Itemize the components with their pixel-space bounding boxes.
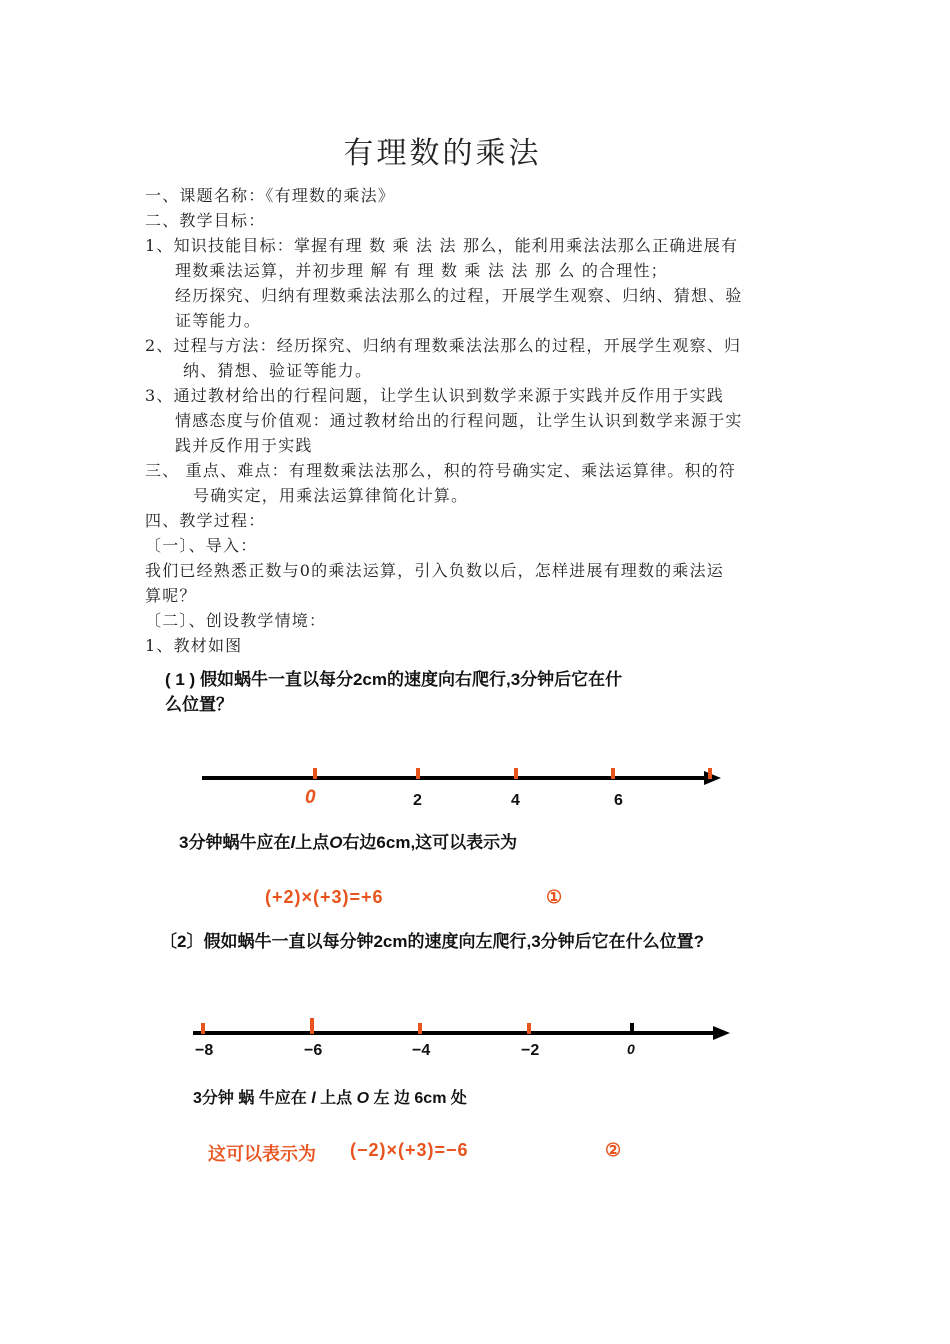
tick-label: −6 — [304, 1042, 323, 1059]
figure1-question-line1: ( 1 ) 假如蜗牛一直以每分2cm的速度向右爬行,3分钟后它在什 — [165, 670, 623, 689]
text-line: 经历探究、归纳有理数乘法法那么的过程，开展学生观察、归纳、猜想、验 — [175, 286, 743, 305]
line-name: l — [290, 833, 296, 852]
tick-label: 0 — [305, 787, 316, 808]
tick-mark — [416, 768, 420, 779]
tick-mark — [630, 1023, 634, 1034]
tick-label: −4 — [412, 1042, 431, 1059]
tick-label: −8 — [195, 1042, 214, 1059]
text-line: 1、知识技能目标：掌握有理 数 乘 法 法 那么，能利用乘法法那么正确进展有 — [145, 236, 739, 255]
tick-mark — [611, 768, 615, 779]
figure1-marker: ① — [546, 887, 563, 907]
answer-text: 上点 — [295, 833, 330, 852]
tick-mark — [708, 768, 712, 779]
tick-mark — [201, 1023, 205, 1034]
point-name: O — [356, 1090, 370, 1107]
number-line-2 — [193, 1018, 730, 1059]
text-line: 纳、猜想、验证等能力。 — [183, 361, 373, 380]
text-line: 理数乘法运算，并初步理 解 有 理 数 乘 法 法 那 么 的合理性； — [175, 261, 668, 280]
number-line-1 — [202, 768, 721, 809]
answer-text: 上点 — [315, 1090, 357, 1107]
text-line: 二、教学目标： — [145, 211, 266, 230]
answer-text: 右边6cm,这可以表示为 — [342, 833, 518, 852]
text-line: 〔二〕、创设教学情境： — [145, 611, 327, 630]
text-line: 3、通过教材给出的行程问题，让学生认识到数学来源于实践并反作用于实践 — [145, 386, 724, 405]
tick-mark — [514, 768, 518, 779]
text-line: 四、教学过程： — [145, 511, 266, 530]
answer-text: 左 边 6cm 处 — [369, 1090, 467, 1107]
text-line: 践并反作用于实践 — [175, 436, 313, 455]
text-line: 三、 重点、难点：有理数乘法法那么，积的符号确实定、乘法运算律。积的符 — [145, 461, 737, 480]
figure1-question-line2: 么位置？ — [165, 695, 233, 714]
text-line: 我们已经熟悉正数与0的乘法运算，引入负数以后，怎样进展有理数的乘法运 — [145, 561, 724, 580]
figure1-answer — [179, 828, 517, 853]
tick-mark — [310, 1018, 314, 1034]
text-line: 证等能力。 — [175, 311, 262, 330]
text-line: 情感态度与价值观：通过教材给出的行程问题，让学生认识到数学来源于实 — [175, 411, 743, 430]
answer-text: 3分钟 蜗 牛应在 — [193, 1090, 312, 1107]
page-title: 有理数的乘法 — [343, 136, 542, 171]
figure2-prefix: 这可以表示为 — [208, 1144, 316, 1164]
answer-text: 3分钟蜗牛应在 — [179, 833, 291, 852]
text-line: 算呢？ — [145, 586, 197, 605]
axis-arrow-icon — [713, 1026, 730, 1040]
line-name: l — [311, 1090, 316, 1107]
tick-mark — [418, 1023, 422, 1034]
text-line: 1、教材如图 — [145, 636, 243, 655]
text-line: 2、过程与方法：经历探究、归纳有理数乘法法那么的过程，开展学生观察、归 — [145, 336, 742, 355]
text-line: 一、课题名称：《有理数的乘法》 — [145, 186, 396, 205]
figure2-equation: (−2)×(+3)=−6 — [350, 1140, 469, 1160]
tick-mark — [527, 1023, 531, 1034]
figure1-equation: (+2)×(+3)=+6 — [265, 887, 384, 907]
figure2-answer — [193, 1085, 467, 1108]
axis-arrow-icon — [704, 771, 721, 785]
tick-label: 6 — [614, 792, 623, 809]
point-name: O — [329, 833, 343, 852]
figure2-question: 〔2〕假如蜗牛一直以每分钟2cm的速度向左爬行,3分钟后它在什么位置? — [160, 932, 705, 951]
tick-label: −2 — [521, 1042, 540, 1059]
figure2-marker: ② — [605, 1140, 622, 1160]
tick-label: 4 — [511, 792, 520, 809]
text-line: 〔一〕、导入： — [145, 536, 258, 555]
tick-label: 0 — [627, 1041, 635, 1057]
tick-mark — [313, 768, 317, 779]
text-line: 号确实定，用乘法运算律简化计算。 — [193, 486, 469, 505]
tick-label: 2 — [413, 792, 422, 809]
